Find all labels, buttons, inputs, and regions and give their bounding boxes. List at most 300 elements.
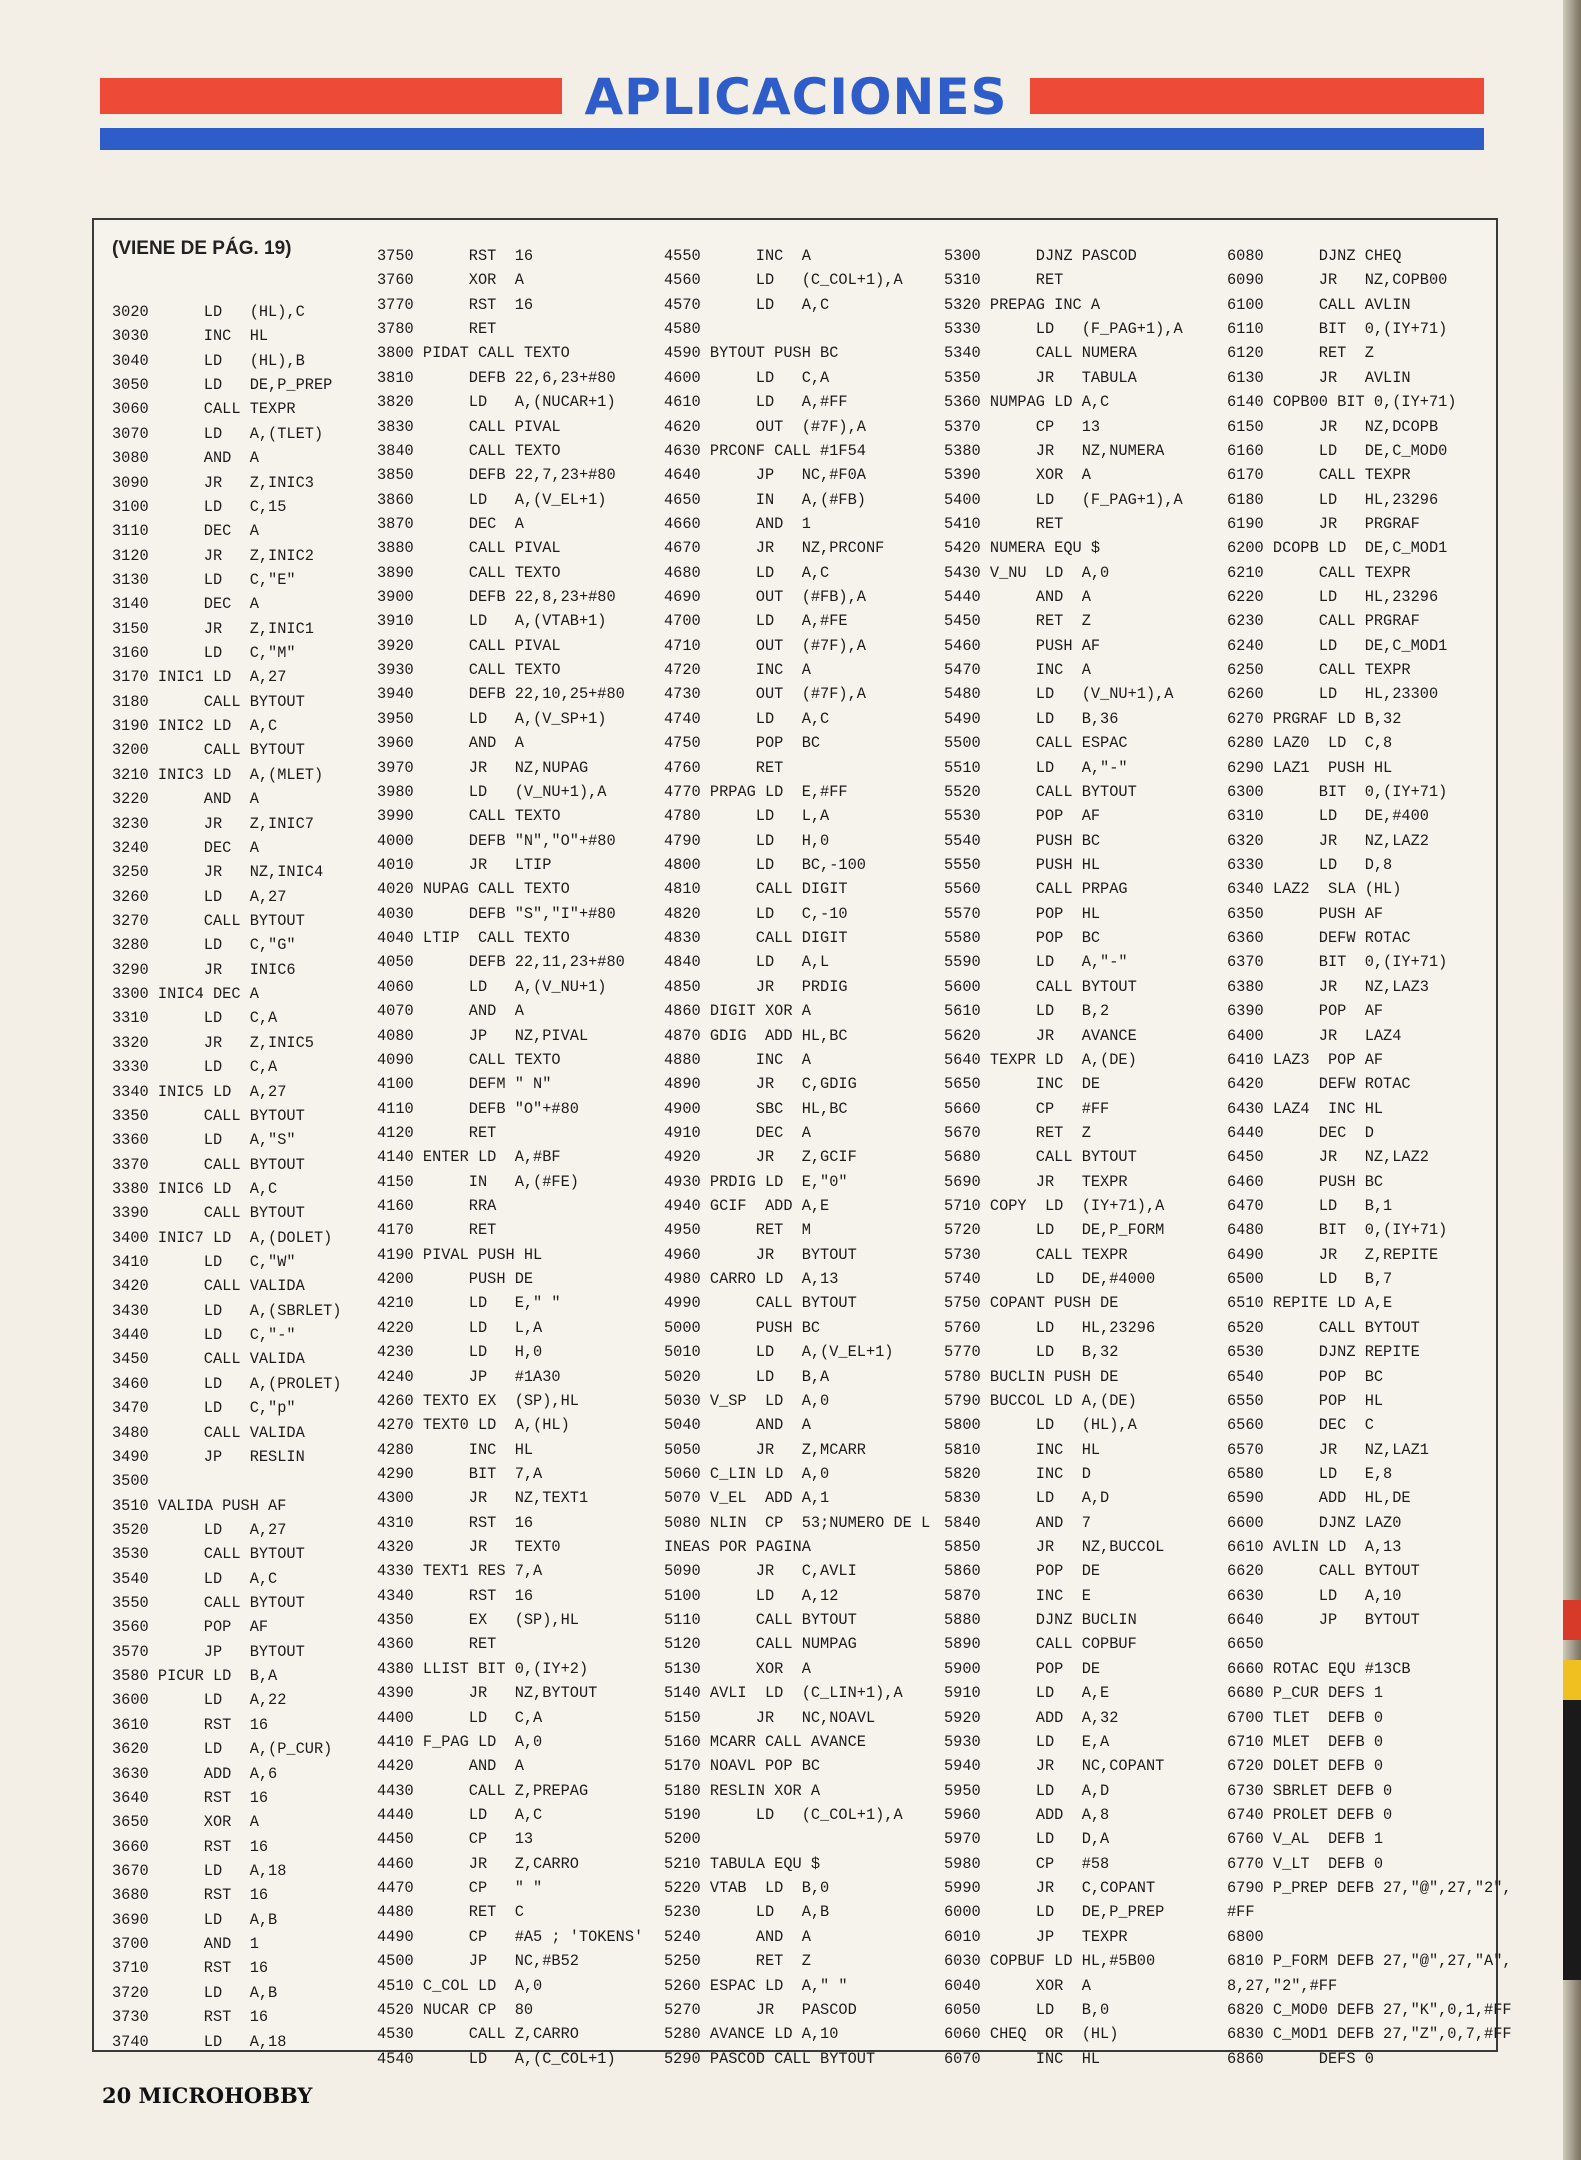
code-line: 3350 CALL BYTOUT	[112, 1106, 305, 1125]
code-line: 3680 RST 16	[112, 1886, 269, 1905]
code-line: 3070 LD A,(TLET)	[112, 424, 324, 443]
code-line: 4550 INC A	[664, 247, 811, 265]
code-line: 4760 RET	[664, 758, 784, 777]
code-line: 6650	[1227, 1635, 1264, 1654]
code-line: 5770 LD B,32	[944, 1343, 1119, 1362]
code-line: 4680 LD A,C	[664, 563, 830, 582]
code-line: 4160 RRA	[377, 1197, 497, 1216]
code-line: 6330 LD D,8	[1227, 855, 1393, 874]
code-line: 6550 POP HL	[1227, 1391, 1384, 1410]
code-line: 3190 INIC2 LD A,C	[112, 717, 278, 736]
page-edge-tab-dark	[1563, 1700, 1581, 1980]
code-line: 6480 BIT 0,(IY+71)	[1227, 1221, 1448, 1240]
code-line: 3030 INC HL	[112, 327, 269, 346]
code-line: 4790 LD H,0	[664, 831, 830, 850]
code-line: 5590 LD A,"-"	[944, 953, 1128, 972]
code-line: 3330 LD C,A	[112, 1058, 278, 1077]
code-line: 6400 JR LAZ4	[1227, 1026, 1402, 1045]
code-line: 5650 INC DE	[944, 1075, 1101, 1094]
code-line: 4930 PRDIG LD E,"0"	[664, 1172, 848, 1191]
code-line: 4500 JP NC,#B52	[377, 1952, 579, 1971]
code-line: 5870 INC E	[944, 1586, 1091, 1605]
code-line: 5350 JR TABULA	[944, 368, 1137, 387]
code-line: 4670 JR NZ,PRCONF	[664, 539, 885, 558]
code-line: 3830 CALL PIVAL	[377, 417, 561, 436]
code-line: 4660 AND 1	[664, 514, 811, 533]
code-line: 6070 INC HL	[944, 2049, 1101, 2068]
code-line: 4320 JR TEXT0	[377, 1538, 561, 1557]
code-line: 4290 BIT 7,A	[377, 1464, 543, 1483]
code-line: 5680 CALL BYTOUT	[944, 1148, 1137, 1167]
code-line: 3390 CALL BYTOUT	[112, 1204, 305, 1223]
code-line: 6220 LD HL,23296	[1227, 588, 1439, 607]
code-line: 5310 RET	[944, 271, 1064, 290]
code-line: 6510 REPITE LD A,E	[1227, 1294, 1393, 1313]
code-line: 3620 LD A,(P_CUR)	[112, 1740, 333, 1759]
code-line: 3110 DEC A	[112, 522, 259, 541]
code-line: 5270 JR PASCOD	[664, 2000, 857, 2019]
code-line: 3210 INIC3 LD A,(MLET)	[112, 765, 324, 784]
code-line: 4750 POP BC	[664, 734, 821, 753]
code-line: 3200 CALL BYTOUT	[112, 741, 305, 760]
code-line: 3340 INIC5 LD A,27	[112, 1082, 287, 1101]
code-line: 4260 TEXTO EX (SP),HL	[377, 1391, 579, 1410]
code-line: 3430 LD A,(SBRLET)	[112, 1301, 342, 1320]
code-line: 4450 CP 13	[377, 1830, 534, 1849]
code-line: 5720 LD DE,P_FORM	[944, 1221, 1165, 1240]
code-line: 3740 LD A,18	[112, 2032, 287, 2051]
code-line: 3170 INIC1 LD A,27	[112, 668, 287, 687]
code-line: 4810 CALL DIGIT	[664, 880, 848, 899]
code-line: 4240 JP #1A30	[377, 1367, 561, 1386]
code-line: 4650 IN A,(#FB)	[664, 490, 866, 509]
code-line: 5450 RET Z	[944, 612, 1091, 631]
code-line: 6500 LD B,7	[1227, 1270, 1393, 1289]
code-line: 4310 RST 16	[377, 1513, 534, 1532]
code-line: 3610 RST 16	[112, 1715, 269, 1734]
code-line: 4480 RET C	[377, 1903, 524, 1922]
code-listing-box	[92, 218, 1512, 2068]
code-line: 6630 LD A,10	[1227, 1586, 1402, 1605]
code-line: 5840 AND 7	[944, 1513, 1091, 1532]
code-line: 4100 DEFM " N"	[377, 1075, 552, 1094]
code-line: 3380 INIC6 LD A,C	[112, 1179, 278, 1198]
code-line: 5140 AVLI LD (C_LIN+1),A	[664, 1684, 903, 1703]
code-line: 4540 LD A,(C_COL+1)	[377, 2049, 616, 2068]
code-line: 5520 CALL BYTOUT	[944, 782, 1137, 801]
code-line: 4740 LD A,C	[664, 709, 830, 728]
code-line: 3500	[112, 1472, 149, 1491]
code-line: 6180 LD HL,23296	[1227, 490, 1439, 509]
code-line: 6740 PROLET DEFB 0	[1227, 1806, 1393, 1824]
code-line: 5080 NLIN CP 53;NUMERO DE L	[664, 1513, 931, 1532]
code-line: 6700 TLET DEFB 0	[1227, 1708, 1384, 1727]
code-line: 5500 CALL ESPAC	[944, 734, 1128, 753]
code-line: 4860 DIGIT XOR A	[664, 1002, 811, 1021]
continued-note: (VIENE DE PÁG. 19)	[112, 238, 292, 259]
code-line: 5150 JR NC,NOAVL	[664, 1708, 876, 1727]
code-line: 4820 LD C,-10	[664, 904, 848, 923]
code-line: 5530 POP AF	[944, 807, 1101, 826]
code-line: 5930 LD E,A	[944, 1732, 1110, 1751]
code-line: 3320 JR Z,INIC5	[112, 1033, 314, 1052]
code-line: 5330 LD (F_PAG+1),A	[944, 320, 1183, 339]
code-line: 4580	[664, 320, 701, 339]
code-line: 5390 XOR A	[944, 466, 1091, 485]
code-line: 6350 PUSH AF	[1227, 904, 1384, 923]
code-line: 6290 LAZ1 PUSH HL	[1227, 758, 1393, 777]
code-line: 6640 JP BYTOUT	[1227, 1611, 1420, 1630]
code-line: 4390 JR NZ,BYTOUT	[377, 1684, 598, 1703]
code-line: 5510 LD A,"-"	[944, 758, 1128, 777]
code-line: 4950 RET M	[664, 1221, 811, 1240]
code-line: 3360 LD A,"S"	[112, 1131, 296, 1150]
code-line: 6280 LAZ0 LD C,8	[1227, 734, 1393, 753]
code-line: 4620 OUT (#7F),A	[664, 417, 866, 436]
code-line: 5070 V_EL ADD A,1	[664, 1489, 830, 1508]
code-line: 5820 INC D	[944, 1464, 1091, 1483]
code-line: 5020 LD B,A	[664, 1367, 830, 1386]
code-line: 4410 F_PAG LD A,0	[377, 1732, 543, 1751]
listing-column-5	[1227, 244, 1512, 2071]
code-line: 3130 LD C,"E"	[112, 570, 296, 589]
code-line: 5050 JR Z,MCARR	[664, 1440, 866, 1459]
code-line: 5550 PUSH HL	[944, 855, 1101, 874]
code-line: 5490 LD B,36	[944, 709, 1119, 728]
code-line: 3970 JR NZ,NUPAG	[377, 758, 589, 777]
code-line: 4270 TEXT0 LD A,(HL)	[377, 1416, 570, 1435]
code-line: 4710 OUT (#7F),A	[664, 636, 866, 655]
code-line: 3720 LD A,B	[112, 1983, 278, 2002]
code-line: 3700 AND 1	[112, 1935, 259, 1954]
code-line: 5110 CALL BYTOUT	[664, 1611, 857, 1630]
code-line: 4210 LD E," "	[377, 1294, 561, 1313]
code-line: 4530 CALL Z,CARRO	[377, 2025, 579, 2044]
code-line: 4600 LD C,A	[664, 368, 830, 387]
code-line: 5950 LD A,D	[944, 1781, 1110, 1800]
code-line: 6470 LD B,1	[1227, 1197, 1393, 1216]
code-line: 4890 JR C,GDIG	[664, 1075, 857, 1094]
code-line: 6720 DOLET DEFB 0	[1227, 1757, 1384, 1776]
listing-column-4	[944, 244, 1183, 2071]
code-line: 6050 LD B,0	[944, 2000, 1110, 2019]
code-line: 6860 DEFS 0	[1227, 2049, 1374, 2068]
code-line: 4590 BYTOUT PUSH BC	[664, 344, 839, 363]
code-line: 5280 AVANCE LD A,10	[664, 2025, 839, 2044]
code-line: 5850 JR NZ,BUCCOL	[944, 1538, 1165, 1557]
code-line: 4070 AND A	[377, 1002, 524, 1021]
code-line: 3750 RST 16	[377, 247, 534, 265]
code-line: 3020 LD (HL),C	[112, 303, 305, 321]
code-line: 4420 AND A	[377, 1757, 524, 1776]
code-line: 6010 JP TEXPR	[944, 1927, 1128, 1946]
listing-column-1	[112, 300, 342, 2054]
code-line: 4850 JR PRDIG	[664, 977, 848, 996]
code-line: 4300 JR NZ,TEXT1	[377, 1489, 589, 1508]
code-line: 6250 CALL TEXPR	[1227, 661, 1411, 680]
code-line: 6590 ADD HL,DE	[1227, 1489, 1411, 1508]
code-line: 5430 V_NU LD A,0	[944, 563, 1110, 582]
header-red-bar-right	[1030, 78, 1484, 114]
code-line: 4960 JR BYTOUT	[664, 1245, 857, 1264]
code-line: 5880 DJNZ BUCLIN	[944, 1611, 1137, 1630]
code-line: 6440 DEC D	[1227, 1123, 1374, 1142]
code-line: 3550 CALL BYTOUT	[112, 1594, 305, 1613]
code-line: 5960 ADD A,8	[944, 1806, 1110, 1824]
code-line: 6620 CALL BYTOUT	[1227, 1562, 1420, 1581]
code-line: 6060 CHEQ OR (HL)	[944, 2025, 1119, 2044]
code-line: 5190 LD (C_COL+1),A	[664, 1806, 903, 1824]
code-line: 4220 LD L,A	[377, 1318, 543, 1337]
code-line: 5300 DJNZ PASCOD	[944, 247, 1137, 265]
code-line: 4570 LD A,C	[664, 295, 830, 314]
code-line: 6090 JR NZ,COPB00	[1227, 271, 1448, 290]
code-line: 5660 CP #FF	[944, 1099, 1110, 1118]
code-line: 5470 INC A	[944, 661, 1091, 680]
code-line: 4190 PIVAL PUSH HL	[377, 1245, 543, 1264]
code-line: 4630 PRCONF CALL #1F54	[664, 441, 866, 460]
code-line: 3270 CALL BYTOUT	[112, 911, 305, 930]
code-line: 5690 JR TEXPR	[944, 1172, 1128, 1191]
code-line: 3420 CALL VALIDA	[112, 1277, 305, 1296]
code-line: 5180 RESLIN XOR A	[664, 1781, 821, 1800]
code-line: 6210 CALL TEXPR	[1227, 563, 1411, 582]
code-line: 3820 LD A,(NUCAR+1)	[377, 393, 616, 412]
code-line: 3040 LD (HL),B	[112, 351, 305, 370]
code-line: 4200 PUSH DE	[377, 1270, 534, 1289]
code-line: 5570 POP HL	[944, 904, 1101, 923]
code-line: 4050 DEFB 22,11,23+#80	[377, 953, 625, 972]
code-line: 3940 DEFB 22,10,25+#80	[377, 685, 625, 704]
code-line: 5970 LD D,A	[944, 1830, 1110, 1849]
code-line: 5860 POP DE	[944, 1562, 1101, 1581]
code-line: 5400 LD (F_PAG+1),A	[944, 490, 1183, 509]
code-line: 4870 GDIG ADD HL,BC	[664, 1026, 848, 1045]
code-line: 6110 BIT 0,(IY+71)	[1227, 320, 1448, 339]
code-line: 4520 NUCAR CP 80	[377, 2000, 534, 2019]
code-line: 4380 LLIST BIT 0,(IY+2)	[377, 1659, 589, 1678]
code-line: 5320 PREPAG INC A	[944, 295, 1101, 314]
code-line: 6410 LAZ3 POP AF	[1227, 1050, 1384, 1069]
code-line: 6380 JR NZ,LAZ3	[1227, 977, 1429, 996]
code-line: 3990 CALL TEXTO	[377, 807, 561, 826]
code-line: 6370 BIT 0,(IY+71)	[1227, 953, 1448, 972]
code-line: 5210 TABULA EQU $	[664, 1854, 821, 1873]
code-line: 4010 JR LTIP	[377, 855, 552, 874]
code-line: 6430 LAZ4 INC HL	[1227, 1099, 1384, 1118]
code-line: 6130 JR AVLIN	[1227, 368, 1411, 387]
code-line: 3460 LD A,(PROLET)	[112, 1374, 342, 1393]
code-line: 5790 BUCCOL LD A,(DE)	[944, 1391, 1137, 1410]
code-line: 3840 CALL TEXTO	[377, 441, 561, 460]
code-line: 5000 PUSH BC	[664, 1318, 821, 1337]
code-line: 6450 JR NZ,LAZ2	[1227, 1148, 1429, 1167]
code-line: 3630 ADD A,6	[112, 1764, 278, 1783]
code-line: 4400 LD C,A	[377, 1708, 543, 1727]
page-footer: 20 MICROHOBBY	[102, 2083, 313, 2108]
code-line: 6530 DJNZ REPITE	[1227, 1343, 1420, 1362]
code-line: 6170 CALL TEXPR	[1227, 466, 1411, 485]
code-line: 6830 C_MOD1 DEFB 27,"Z",0,7,#FF	[1227, 2025, 1512, 2044]
code-line: 3050 LD DE,P_PREP	[112, 376, 333, 395]
code-line: 6120 RET Z	[1227, 344, 1374, 363]
page-edge-tab-red	[1563, 1600, 1581, 1640]
code-line: 3520 LD A,27	[112, 1520, 287, 1539]
code-line: 6080 DJNZ CHEQ	[1227, 247, 1402, 265]
code-line: 6820 C_MOD0 DEFB 27,"K",0,1,#FF	[1227, 2000, 1512, 2019]
code-line: 4360 RET	[377, 1635, 497, 1654]
code-line: 5560 CALL PRPAG	[944, 880, 1128, 899]
code-line: 5340 CALL NUMERA	[944, 344, 1137, 363]
code-line: 3730 RST 16	[112, 2008, 269, 2027]
code-line: 3510 VALIDA PUSH AF	[112, 1496, 287, 1515]
code-line: 5090 JR C,AVLI	[664, 1562, 857, 1581]
code-line: 4090 CALL TEXTO	[377, 1050, 561, 1069]
code-line: 5410 RET	[944, 514, 1064, 533]
code-line: 4000 DEFB "N","O"+#80	[377, 831, 616, 850]
page-edge-tab-yellow	[1563, 1660, 1581, 1700]
code-line: 4030 DEFB "S","I"+#80	[377, 904, 616, 923]
code-line: 6600 DJNZ LAZ0	[1227, 1513, 1402, 1532]
code-line: 4770 PRPAG LD E,#FF	[664, 782, 848, 801]
code-line: 6040 XOR A	[944, 1976, 1091, 1995]
code-line: 4430 CALL Z,PREPAG	[377, 1781, 589, 1800]
code-line: 3980 LD (V_NU+1),A	[377, 782, 607, 801]
code-line: 3570 JP BYTOUT	[112, 1642, 305, 1661]
code-line: 3580 PICUR LD B,A	[112, 1667, 278, 1686]
code-line: 5200	[664, 1830, 701, 1849]
code-line: 4780 LD L,A	[664, 807, 830, 826]
code-line: 5900 POP DE	[944, 1659, 1101, 1678]
code-line: 6030 COPBUF LD HL,#5B00	[944, 1952, 1156, 1971]
code-line: 4230 LD H,0	[377, 1343, 543, 1362]
code-line: 3760 XOR A	[377, 271, 524, 290]
code-line: 4340 RST 16	[377, 1586, 534, 1605]
code-line: 5910 LD A,E	[944, 1684, 1110, 1703]
code-line: 4470 CP " "	[377, 1879, 543, 1898]
code-line: 4440 LD A,C	[377, 1806, 543, 1824]
code-line: 5060 C_LIN LD A,0	[664, 1464, 830, 1483]
code-line: 6660 ROTAC EQU #13CB	[1227, 1659, 1411, 1678]
code-line: 4730 OUT (#7F),A	[664, 685, 866, 704]
code-line: 3400 INIC7 LD A,(DOLET)	[112, 1228, 333, 1247]
code-line: 5580 POP BC	[944, 929, 1101, 948]
code-line: 6730 SBRLET DEFB 0	[1227, 1781, 1393, 1800]
code-line: 6790 P_PREP DEFB 27,"@",27,"2",	[1227, 1879, 1512, 1898]
code-line: 6710 MLET DEFB 0	[1227, 1732, 1384, 1751]
code-line: 4110 DEFB "O"+#80	[377, 1099, 579, 1118]
code-line: 4720 INC A	[664, 661, 811, 680]
code-line: 6360 DEFW ROTAC	[1227, 929, 1411, 948]
code-line: 4040 LTIP CALL TEXTO	[377, 929, 570, 948]
code-line: 5610 LD B,2	[944, 1002, 1110, 1021]
code-line: 5220 VTAB LD B,0	[664, 1879, 830, 1898]
code-line: 3310 LD C,A	[112, 1009, 278, 1028]
code-line: 3890 CALL TEXTO	[377, 563, 561, 582]
code-line: 5360 NUMPAG LD A,C	[944, 393, 1110, 412]
code-line: 3450 CALL VALIDA	[112, 1350, 305, 1369]
code-line: 3870 DEC A	[377, 514, 524, 533]
code-line: 3090 JR Z,INIC3	[112, 473, 314, 492]
code-line: 5730 CALL TEXPR	[944, 1245, 1128, 1264]
code-line: 5750 COPANT PUSH DE	[944, 1294, 1119, 1313]
code-line: 6570 JR NZ,LAZ1	[1227, 1440, 1429, 1459]
code-line: 6800	[1227, 1927, 1264, 1946]
code-line: 5670 RET Z	[944, 1123, 1091, 1142]
code-line: 6490 JR Z,REPITE	[1227, 1245, 1439, 1264]
code-line: 3880 CALL PIVAL	[377, 539, 561, 558]
code-line: 3180 CALL BYTOUT	[112, 692, 305, 711]
code-line: 3250 JR NZ,INIC4	[112, 863, 324, 882]
code-line: 6270 PRGRAF LD B,32	[1227, 709, 1402, 728]
code-line: 3060 CALL TEXPR	[112, 400, 296, 419]
listing-column-3	[664, 244, 930, 2071]
code-line: 6310 LD DE,#400	[1227, 807, 1429, 826]
code-line: 5640 TEXPR LD A,(DE)	[944, 1050, 1137, 1069]
code-line: 4700 LD A,#FE	[664, 612, 848, 631]
code-line: 3690 LD A,B	[112, 1910, 278, 1929]
code-line: 4060 LD A,(V_NU+1)	[377, 977, 607, 996]
code-line: 3650 XOR A	[112, 1813, 259, 1832]
code-line: 3670 LD A,18	[112, 1862, 287, 1880]
code-line: 5380 JR NZ,NUMERA	[944, 441, 1165, 460]
code-line: 6160 LD DE,C_MOD0	[1227, 441, 1448, 460]
code-line: 6340 LAZ2 SLA (HL)	[1227, 880, 1402, 899]
code-line: 4560 LD (C_COL+1),A	[664, 271, 903, 290]
code-line: 5990 JR C,COPANT	[944, 1879, 1156, 1898]
code-line: 3370 CALL BYTOUT	[112, 1155, 305, 1174]
code-line: 3770 RST 16	[377, 295, 534, 314]
code-line: 6760 V_AL DEFB 1	[1227, 1830, 1384, 1849]
code-line: 6810 P_FORM DEFB 27,"@",27,"A",	[1227, 1952, 1512, 1971]
code-line: 4880 INC A	[664, 1050, 811, 1069]
code-line: 5830 LD A,D	[944, 1489, 1110, 1508]
code-line: 5940 JR NC,COPANT	[944, 1757, 1165, 1776]
code-line: 3410 LD C,"W"	[112, 1253, 296, 1272]
code-line: 5240 AND A	[664, 1927, 811, 1946]
code-line: 5460 PUSH AF	[944, 636, 1101, 655]
code-line: 4980 CARRO LD A,13	[664, 1270, 839, 1289]
code-line: 5130 XOR A	[664, 1659, 811, 1678]
code-line: 3800 PIDAT CALL TEXTO	[377, 344, 570, 363]
code-line: 5540 PUSH BC	[944, 831, 1101, 850]
code-line: 4800 LD BC,-100	[664, 855, 866, 874]
code-line: 3640 RST 16	[112, 1788, 269, 1807]
code-line: 4140 ENTER LD A,#BF	[377, 1148, 561, 1167]
code-line: 4080 JP NZ,PIVAL	[377, 1026, 589, 1045]
code-line: 5030 V_SP LD A,0	[664, 1391, 830, 1410]
code-line: 3240 DEC A	[112, 838, 259, 857]
code-line: 3910 LD A,(VTAB+1)	[377, 612, 607, 631]
code-line: 4990 CALL BYTOUT	[664, 1294, 857, 1313]
code-line: 4640 JP NC,#F0A	[664, 466, 866, 485]
code-line: 8,27,"2",#FF	[1227, 1976, 1338, 1995]
code-line: 5420 NUMERA EQU $	[944, 539, 1101, 558]
code-line: 4020 NUPAG CALL TEXTO	[377, 880, 570, 899]
code-line: 3560 POP AF	[112, 1618, 269, 1637]
code-line: 5040 AND A	[664, 1416, 811, 1435]
code-line: 3280 LD C,"G"	[112, 936, 296, 955]
code-line: 5780 BUCLIN PUSH DE	[944, 1367, 1119, 1386]
code-line: 6200 DCOPB LD DE,C_MOD1	[1227, 539, 1448, 558]
code-line: 4910 DEC A	[664, 1123, 811, 1142]
code-line: 3440 LD C,"-"	[112, 1326, 296, 1345]
code-line: 4150 IN A,(#FE)	[377, 1172, 579, 1191]
code-line: 5710 COPY LD (IY+71),A	[944, 1197, 1165, 1216]
code-line: 5370 CP 13	[944, 417, 1101, 436]
code-line: 4120 RET	[377, 1123, 497, 1142]
code-line: 4510 C_COL LD A,0	[377, 1976, 543, 1995]
